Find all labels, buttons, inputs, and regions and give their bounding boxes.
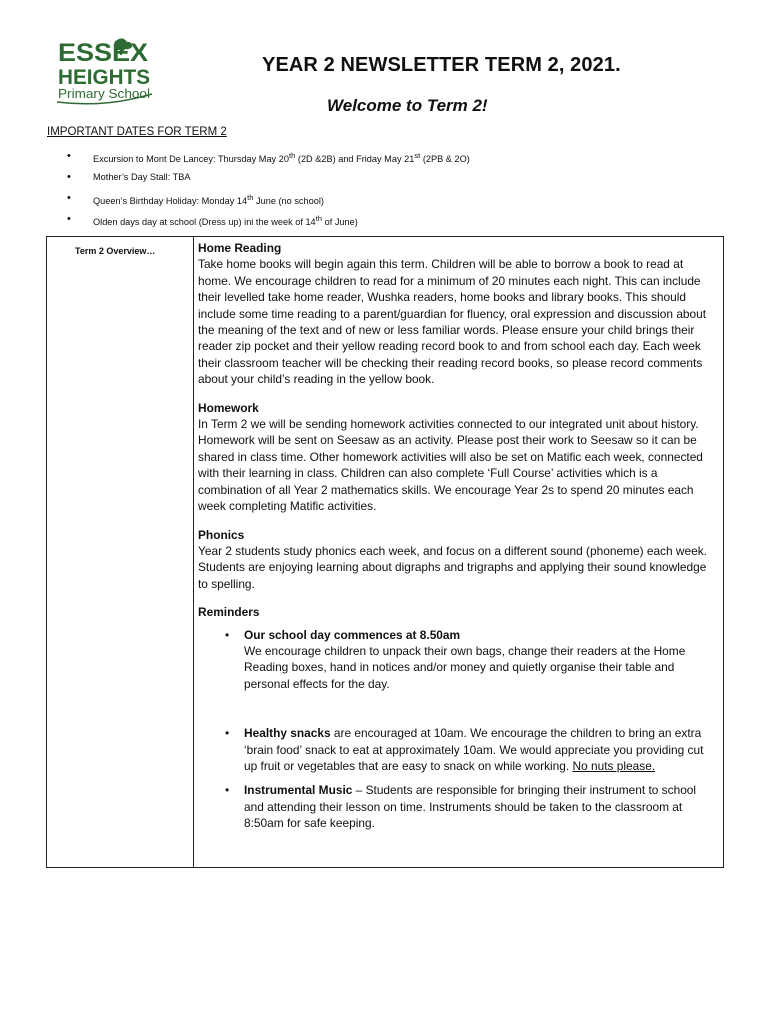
date-item-olden-days: • Olden days day at school (Dress up) ini the week of 14th of June) [64, 212, 470, 233]
term-overview-table [46, 236, 724, 868]
reminders-section [198, 604, 717, 831]
reminder-healthy-snacks [198, 725, 717, 774]
reminder-snacks-body: are encouraged at 10am. We encourage the children to bring an extra ‘brain food’ snack to eat at approximately 10am. We would appreciate you providing cut up fruit or vegetables that are easy to snack on while working. [244, 726, 704, 773]
date-item-mothers-day-stall: • Mother’s Day Stall: TBA [64, 170, 470, 191]
reminder-school-day [198, 627, 717, 693]
reminder-school-day-title: • Our school day commences at 8.50am [244, 627, 461, 642]
school-logo [55, 36, 155, 108]
home-reading-body: Take home books will begin again this term. Children will be able to borrow a book to read at home. We encourage children to read for a minimum of 20 minutes each night. This can include their levelled take home reader, Wushka readers, home books and library books. This should include some time reading to a parent/guardian for fluency, oral expression and discussion about the meaning of the text and of new or less familiar words. Please ensure your child brings their reader zip pocket and their yellow reading record book to and from school each day. Each week their classroom teacher will be checking their reading record books, so please record comments about your child’s reading in the yellow book. [198, 257, 707, 387]
phonics-body: Year 2 students study phonics each week, and focus on a different sound (phoneme) each week. Students are enjoying learning about digraphs and trigraphs and applying their sound knowledge to spelling. [198, 543, 707, 591]
reminder-no-nuts: No nuts please. [572, 758, 656, 773]
overview-content-cell [194, 237, 723, 867]
overview-label: Term 2 Overview… [75, 246, 156, 256]
overview-label-cell [47, 237, 194, 867]
reminder-music-title: Instrumental Music [244, 783, 353, 798]
date-item-excursion: • Excursion to Mont De Lancey: Thursday May 20th (2D &2B) and Friday May 21st (2PB & 2O) [64, 149, 470, 170]
phonics-heading: Phonics [198, 527, 245, 542]
date-item-queens-birthday [64, 191, 470, 212]
reminder-music-body: – Students are responsible for bringing their instrument to school and attending their lesson on time. Instruments should be taken to the classroom at 8:50am for safe keeping. [244, 783, 697, 831]
home-reading-section [198, 240, 717, 388]
page-subtitle: Welcome to Term 2! [327, 96, 488, 115]
reminder-school-day-body: We encourage children to unpack their own bags, change their readers at the Home Reading boxes, hand in notices and/or money and quietly organise their table and personal effects for the day. [244, 643, 686, 691]
logo-line-primary-school: Primary School [58, 87, 150, 101]
important-dates-heading: IMPORTANT DATES FOR TERM 2 [47, 126, 227, 138]
page-title: YEAR 2 NEWSLETTER TERM 2, 2021. [262, 54, 621, 76]
reminders-heading: Reminders [198, 605, 260, 620]
homework-section [198, 400, 717, 515]
reminder-snacks-title: Healthy snacks [244, 726, 331, 741]
reminders-list [198, 627, 717, 832]
logo-line-heights: HEIGHTS [58, 66, 150, 89]
phonics-section [198, 527, 717, 593]
homework-body: In Term 2 we will be sending homework activities connected to our integrated unit about history. Homework will be sent on Seesaw as an activity. Please post their work to Seesaw so it can be shared in class time. Other homework activities will also be set on Matific each week, connected with their learning in class. Children can also complete ‘Full Course’ activities which is a combination of all Year 2 mathematics skills. We encourage Year 2s to spend 20 minutes each week completing Matific activities. [198, 417, 703, 514]
logo-line-essex: ESSEX [58, 39, 149, 67]
home-reading-heading: Home Reading [198, 241, 282, 255]
homework-heading: Homework [198, 400, 259, 415]
queens-birthday-text: Queen’s Birthday Holiday: Monday 14th June (no school) [93, 193, 324, 207]
reminder-instrumental-music [198, 782, 717, 831]
important-dates-list [64, 149, 470, 233]
